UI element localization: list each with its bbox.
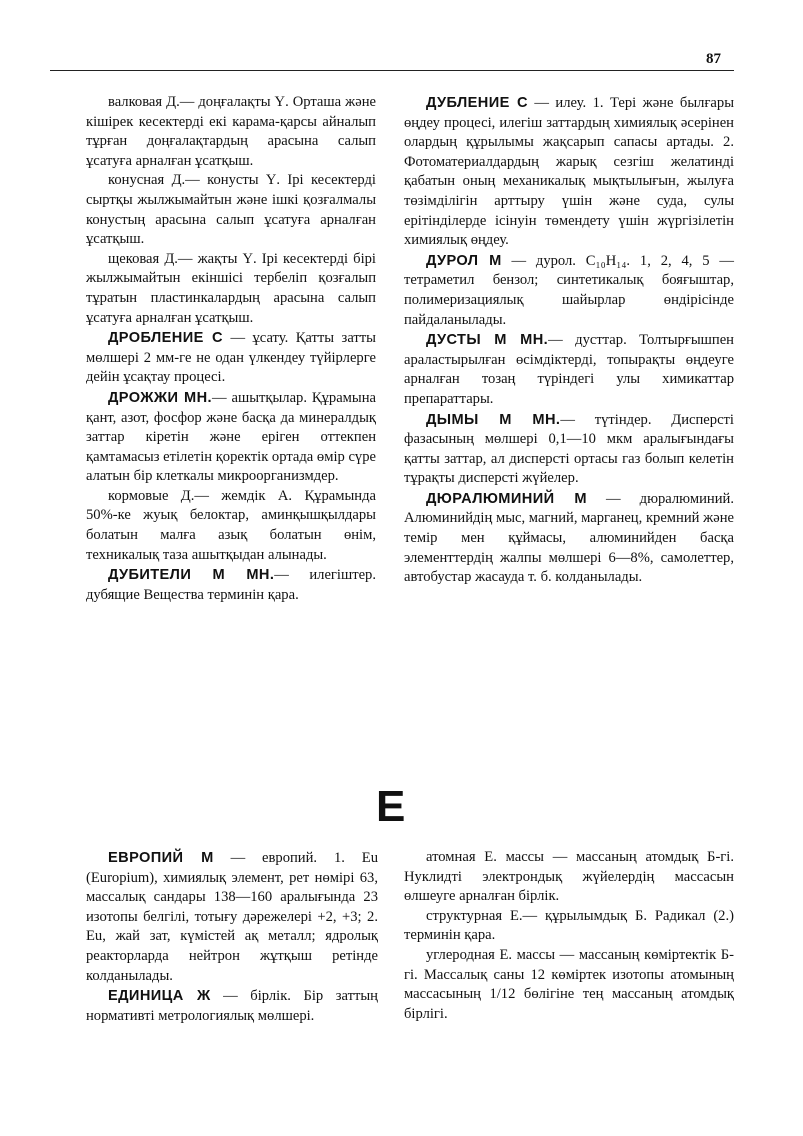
entry-text: углеродная Е. массы — массаның көміртектік Б-гі. Массалық саны 12 көміртек изотопы атомының массасының 1/12 бөлігіне тең массаның атомдық бірлігі.: [404, 946, 734, 1022]
entry-text: щековая Д.— жақты Ү. Ірі кесектерді бірі жылжымайтын екіншісі тербеліп қозғалып тұратын пластинкалардың арасына салып ұсатуға арналған ұсатқыш.: [86, 250, 376, 326]
column-bottom-left: [86, 848, 378, 1026]
entry-headword: ДУБИТЕЛИ М МН.: [108, 567, 275, 584]
entry-text: — илегіштер. дубящие Вещества терминін қара.: [86, 567, 376, 603]
dictionary-subentry: [404, 946, 734, 1024]
entry-headword: ДРОБЛЕНИЕ С: [108, 330, 223, 347]
entry-text: валковая Д.— доңғалақты Ү. Орташа және кішірек кесектерді екі карама-қарсы айналып тұрған доңғалақтардың арасына салып ұсатуға арналған ұсатқыш.: [86, 94, 376, 169]
dictionary-entry: [404, 252, 734, 330]
entry-headword: ЕВРОПИЙ М: [108, 850, 214, 866]
entry-text: атомная Е. массы — массаның атомдық Б-гі. Нуклидті электрондық жүйелердің массасын өлшеуге арналған бірлік.: [404, 849, 734, 905]
entry-headword: ДЫМЫ М МН.: [426, 411, 561, 428]
dictionary-entry: [86, 329, 376, 388]
column-bottom-right: [404, 848, 734, 1024]
entry-headword: ДЮРАЛЮМИНИЙ М: [426, 490, 587, 507]
entry-text: — дурол. C₁₀H₁₄. 1, 2, 4, 5 — тетраметил бензол; синтетикалық бояғыштар, полимеризациялық шайырлар өндірісінде пайдаланылады.: [404, 252, 734, 328]
column-top-right: [404, 93, 734, 588]
dictionary-entry: [404, 411, 734, 489]
dictionary-subentry: [86, 250, 376, 328]
entry-text: — дюралюминий. Алюминийдің мыс, магний, марганец, кремний және темір мен құймасы, алюминийден басқа элементтердің жалпы мөлшері 6—8%, самолеттер, автобустар жасауда т. б. колданылады.: [404, 490, 734, 586]
dictionary-subentry: [86, 487, 376, 565]
dictionary-entry: [86, 849, 378, 986]
entry-headword: ДУБЛЕНИЕ С: [426, 95, 528, 111]
entry-text: — европий. 1. Eu (Europium), химиялық элемент, рет нөмірі 63, массалық сандары 138—160 аралығында 23 изотопы белгілі, тотығу дәрежелері +2, +3; 2. Eu, жай зат, күмістей ақ металл; ядролық реакторларда нейтрон жұтқыш ретінде колданылады.: [86, 850, 378, 984]
dictionary-subentry: [404, 907, 734, 946]
entry-text: — ұсату. Қатты затты мөлшері 2 мм-ге не одан үлкендеу түйірлерге дейін ұсақтау процесі.: [86, 330, 376, 386]
dictionary-entry: [86, 389, 376, 487]
dictionary-entry: [86, 566, 376, 605]
entry-text: структурная Е.— құрылымдық Б. Радикал (2.) терминін қара.: [404, 907, 734, 944]
dictionary-subentry: [404, 848, 734, 907]
section-letter: Е: [376, 782, 406, 831]
entry-text: — бірлік. Бір заттың нормативті метрологиялық мөлшері.: [86, 988, 378, 1024]
dictionary-subentry: [86, 171, 376, 249]
entry-headword: ДРОЖЖИ МН.: [108, 389, 213, 406]
entry-headword: ДУСТЫ М МН.: [426, 332, 549, 349]
entry-text: — ашытқылар. Құрамына қант, азот, фосфор және басқа да минералдық заттар кіретін және еріген оттекпен қамтамасыз етілетін қоректік ортада өмір сүре алатын бір клеткалы микроорганизмдер.: [86, 389, 377, 485]
entry-text: конусная Д.— конусты Ү. Ірі кесектерді сыртқы жылжымайтын және ішкі қозғалмалы конустың арасына салып ұсатуға арналған ұсатқыш.: [86, 172, 376, 248]
dictionary-subentry: [86, 93, 376, 171]
entry-headword: ЕДИНИЦА Ж: [108, 988, 211, 1005]
dictionary-entry: [404, 490, 734, 588]
dictionary-entry: [404, 331, 734, 409]
page-number: 87: [706, 51, 721, 67]
dictionary-entry: [404, 94, 734, 251]
entry-text: — түтіндер. Дисперсті фазасының мөлшері 0,1—10 мкм аралығындағы қатты заттар, ал дисперсті ортасы газ болып келетін тұрақты дисперсті жүйелер.: [404, 411, 734, 487]
entry-headword: ДУРОЛ М: [426, 252, 502, 269]
dictionary-entry: [86, 987, 378, 1026]
header-rule: [50, 70, 734, 71]
column-top-left: [86, 93, 376, 605]
entry-text: — дусттар. Толтырғышпен араластырылған өсімдіктерді, топырақты өңдеуге арналған тозаң түріндегі улы химикаттар препараттары.: [404, 332, 734, 407]
entry-text: кормовые Д.— жемдік А. Құрамында 50%-ке жуық белоктар, аминқышқылдары болатын малға азық болатын өнім, техникалық таза ашытқыдан алынады.: [86, 487, 376, 563]
entry-text: — илеу. 1. Тері және былғары өңдеу процесі, илегіш заттардың химиялық әсерінен олардың құрылымы жақсарып сапасы артады. 2. Фотоматериалдардың жарық сезгіш желатинді қабатын оның механикалық мықтылығын, жылуға төзімділігін арттыру үшін және суда, сулы ерітінділерде ісінуін төмендету үшін жүргізілетін химиялық өңдеу.: [404, 95, 735, 249]
